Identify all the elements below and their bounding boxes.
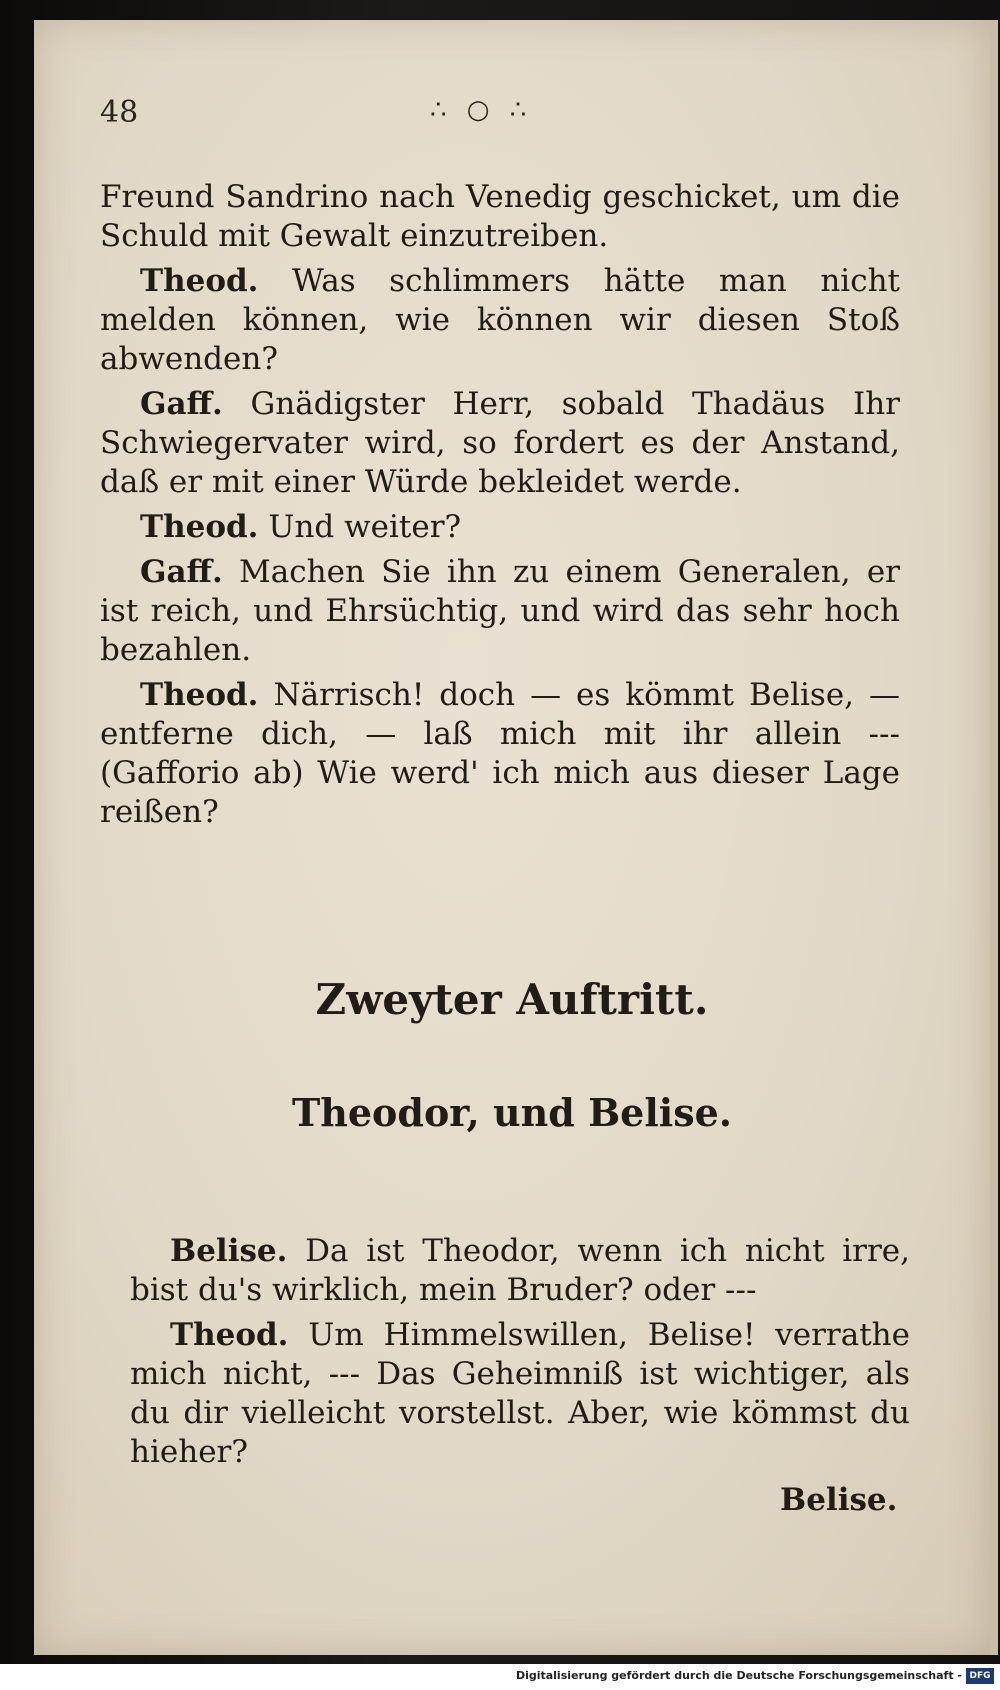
page-header xyxy=(100,95,890,145)
header-ornament: ∴ ○ ∴ xyxy=(430,95,533,125)
dialogue-text: Närrisch! doch — es kömmt Belise, — entferne dich, — laß mich mit ihr allein --- (Gafforio ab) Wie werd' ich mich aus dieser Lage reißen? xyxy=(100,677,900,830)
upper-text-block xyxy=(100,178,900,838)
speaker-label: Belise. xyxy=(170,1233,288,1269)
dialogue-text: Was schlimmers hätte man nicht melden können, wie können wir diesen Stoß abwenden? xyxy=(100,263,900,377)
dialogue-line xyxy=(130,1316,910,1472)
speaker-label: Theod. xyxy=(140,677,259,713)
speaker-label: Gaff. xyxy=(140,386,223,422)
dialogue-line xyxy=(100,385,900,502)
dialogue-line xyxy=(100,508,900,547)
dialogue-line xyxy=(100,676,900,832)
dialogue-text: Um Himmelswillen, Belise! verrathe mich nicht, --- Das Geheimniß ist wichtiger, als du dir vielleicht vorstellst. Aber, wie kömmst du hieher? xyxy=(130,1317,910,1470)
dialogue-text: Gnädigster Herr, sobald Thadäus Ihr Schwiegervater wird, so fordert es der Anstand, daß er mit einer Würde bekleidet werde. xyxy=(100,386,900,500)
dialogue-line xyxy=(100,262,900,379)
speaker-label: Theod. xyxy=(140,263,259,299)
dfg-logo-icon: DFG xyxy=(966,1668,994,1684)
catchword: Belise. xyxy=(780,1482,898,1518)
scene-persons: Theodor, und Belise. xyxy=(291,1090,733,1135)
continuation-paragraph: Freund Sandrino nach Venedig geschicket, um die Schuld mit Gewalt einzutreiben. xyxy=(100,179,900,254)
dialogue-text: Und weiter? xyxy=(258,509,462,545)
speaker-label: Theod. xyxy=(170,1317,289,1353)
dialogue-text: Da ist Theodor, wenn ich nicht irre, bist du's wirklich, mein Bruder? oder --- xyxy=(130,1233,910,1308)
speaker-label: Gaff. xyxy=(140,554,223,590)
lower-text-block xyxy=(130,1232,910,1478)
page-number: 48 xyxy=(100,95,139,130)
funding-credit: Digitalisierung gefördert durch die Deutsche Forschungsgemeinschaft - xyxy=(515,1669,962,1682)
dialogue-line xyxy=(100,553,900,670)
digitization-footer xyxy=(0,1664,1000,1690)
speaker-label: Theod. xyxy=(140,509,259,545)
dialogue-line xyxy=(130,1232,910,1310)
scene-title: Zweyter Auftritt. xyxy=(315,975,709,1024)
dialogue-text: Machen Sie ihn zu einem Generalen, er ist reich, und Ehrsüchtig, und wird das sehr hoch bezahlen. xyxy=(100,554,900,668)
